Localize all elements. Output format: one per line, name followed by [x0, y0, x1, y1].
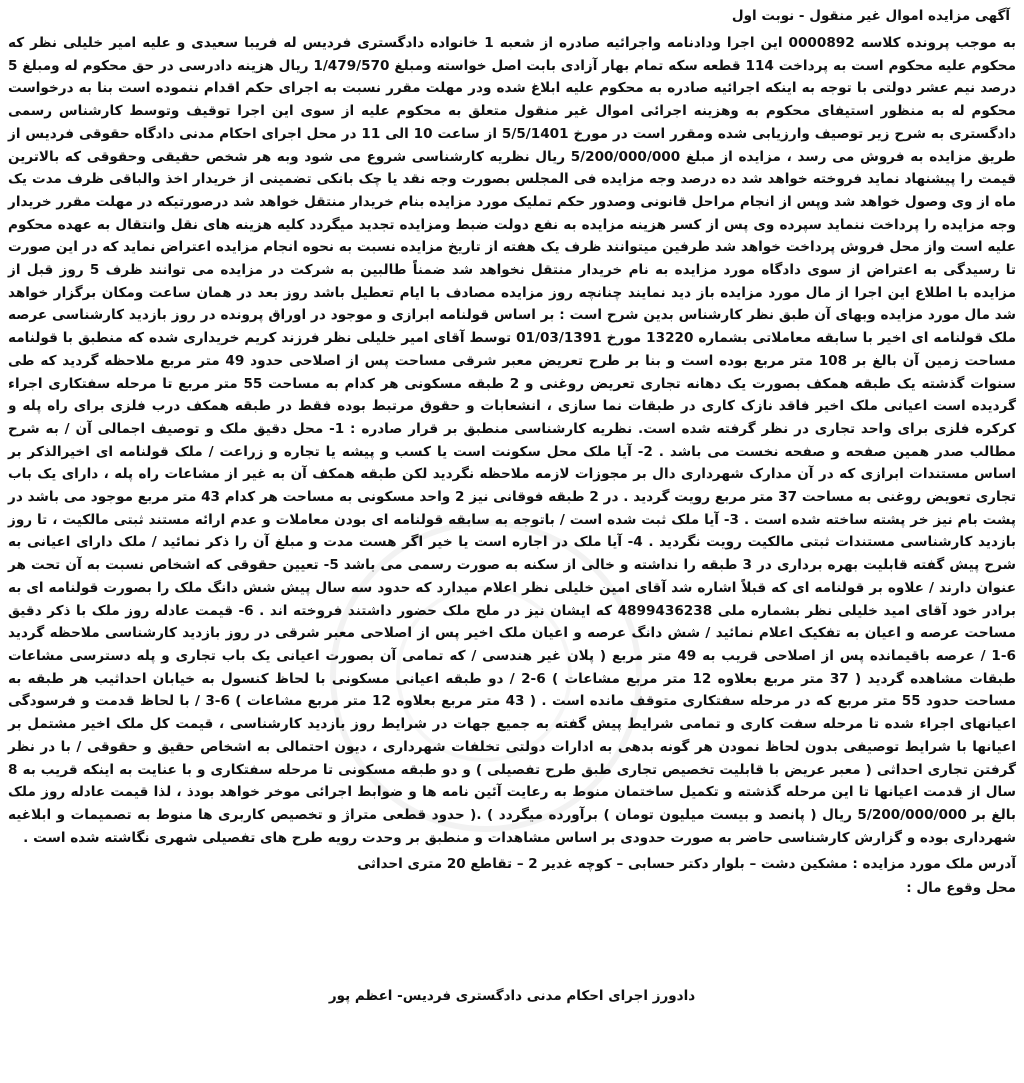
notice-title: آگهی مزایده اموال غیر منقول - نوبت اول — [731, 8, 1010, 24]
property-address: آدرس ملک مورد مزایده : مشکین دشت – بلوار دکتر حسابی – کوچه غدیر 2 – تقاطع 20 متری احداثی — [357, 856, 1016, 873]
notice-body: به موجب پرونده کلاسه 0000892 این اجرا ودادنامه واجرائیه صادره از شعبه 1 خانواده دادگستری فردیس له فریبا سعیدی و علیه امیر خلیلی نظر که محکوم علیه محکوم است به پرداخت 114 قطعه سکه تمام بهار آزادی بابت اصل خواسته ومبلغ 1/479/570 ریال هزینه دادرسی در حق محکوم له ومبلغ 5 درصد نیم عشر دولتی با توجه به اینکه اجرائیه صادره به محکوم علیه ابلاغ شده ودر مهلت مقرر نسبت به اجرای حکم اقدام ننموده است بنا به درخواست محکوم له به منظور استیفای محکوم به وهزینه اجرائی اموال غیر منقول متعلق به محکوم علیه از سوی این اجرا توقیف وتوسط کارشناس رسمی دادگستری به شرح زیر توصیف وارزیابی شده ومقرر است در مورخ 5/5/1401 از ساعت 10 الی 11 در محل اجرای احکام مدنی دادگاه حقوقی فردیس از طریق مزایده به فروش می رسد ، مزایده از مبلغ 5/200/000/000 ریال نظریه کارشناسی شروع می شود وبه هر شخص حقیقی وحقوقی که بالاترین قیمت را پیشنهاد نماید فروخته خواهد شد ده درصد وجه مزایده فی المجلس بصورت وجه نقد یا چک بانکی تضمینی از خریدار اخذ والباقی ظرف مدت یک ماه از وی وصول خواهد شد وپس از انجام مراحل قانونی وصدور حکم تملیک مورد مزایده بنام خریدار منتقل خواهد شد درصورتیکه در مهلت مقرر خریدار وجه مزایده را پرداخت ننماید سپرده وی پس از کسر هزینه مزایده به نفع دولت ضبط ومزایده تجدید میگردد کلیه هزینه های نقل وانتقال به عهده محکوم علیه است واز محل فروش پرداخت خواهد شد طرفین میتوانند ظرف یک هفته از تاریخ مزایده نسبت به نحوه انجام مزایده اعتراض نماید که در این صورت تا رسیدگی به اعتراض از سوی دادگاه مورد مزایده به نام خریدار منتقل نخواهد شد ضمناً طالبین به شرکت در مزایده می توانند ظرف 5 روز قبل از مزایده با اطلاع این اجرا از مال مورد مزایده باز دید نمایند چنانچه روز مزایده مصادف با ایام تعطیل باشد روز بعد در همان ساعت ومکان برگزار خواهد شد مال مورد مزایده وبهای آن طبق نظر کارشناس بدین شرح است : بر اساس قولنامه ابرازی و موجود در اوراق پرونده در روز بازدید کارشناسی عرصه ملک قولنامه ای اخیر با سابقه معاملاتی بشماره 13220 مورخ 01/03/1391 توسط آقای امیر خلیلی نظر فرزند کریم خریداری شده که منطبق با قولنامه مساحت زمین آن بالغ بر 108 متر مربع بوده است و بنا بر طرح تعریض معبر شرقی مساحت پس از اصلاحی حدود 49 متر مربع ملاحظه گردید که طی سنوات گذشته یک طبقه همکف بصورت یک دهانه تجاری تعریض روغنی و 2 طبقه مسکونی هر کدام به مساحت 55 متر مربع تا مرحله سفتکاری اجراء گردیده است اعیانی ملک اخیر فاقد نازک کاری در طبقات نما سازی ، انشعابات و حقوق مرتبط بوده فقط در طبقه همکف درب فلزی برای راه پله و کرکره فلزی برای واحد تجاری در نظر گرفته شده است. نظریه کارشناسی منطبق بر قرار صادره : 1- محل دقیق ملک و توصیف اجمالی آن / به شرح مطالب صدر همین صفحه و صفحه نخست می باشد . 2- آیا ملک محل سکونت است یا کسب و پیشه یا تجاره و زراعت / ملک قولنامه ای اخیرالذکر بر اساس مستندات ابرازی که در آن مدارک شهرداری دال بر مجوزات لازمه ملاحظه نگردید لکن طبقه همکف آن به غیر از مشاعات راه پله ، دارای یک باب تجاری تعویض روغنی به مساحت 37 متر مربع رویت گردید . در 2 طبقه فوقانی نیز 2 واحد مسکونی به مساحت هر کدام 43 متر مربع موجود می باشد در پشت بام نیز خر پشته ساخته شده است . 3- آیا ملک ثبت شده است / باتوجه به سابقه قولنامه ای بودن معاملات و عدم ارائه مستند ثبتی مالکیت ، تا روز بازدید کارشناسی مستندات ثبتی مالکیت رویت نگردید . 4- آیا ملک در اجاره است یا خیر اگر هست مدت و مبلغ آن را ذکر نمائید / ملک دارای اعیانی به شرح پیش گفته قابلیت بهره برداری در 3 طبقه را نداشته و خالی از سکنه به صورت رسمی می باشد 5- تعیین حقوقی که اشخاص نسبت به آن تحت هر عنوان دارند / علاوه بر قولنامه ای که قبلاً اشاره شد آقای امین خلیلی نظر اعلام میدارد که حدود سه سال پیش شش دانگ ملک را بصورت قولنامه ای به برادر خود آقای امید خلیلی نظر بشماره ملی 4899436238 که ایشان نیز در ملح ملک حضور داشتند فروخته اند . 6- قیمت عادله روز ملک با ذکر دقیق مساحت عرصه و اعیان به تفکیک اعلام نمائید / شش دانگ عرصه و اعیان ملک اخیر پس از اصلاحی معبر شرقی در روز بازدید کارشناسی ملاحظه گردید 6-1 / عرصه باقیمانده پس از اصلاحی قریب به 49 متر مربع ( پلان غیر هندسی / که تمامی آن بصورت اعیانی یک باب تجاری و پله دسترسی مشاعات طبقات مشاهده گردید ( 37 متر مربع بعلاوه 12 متر مربع مشاعات ) 6-2 / دو طبقه اعیانی مسکونی با لحاظ کنسول به خیابان احداثیب هر طبقه به مساحت حدود 55 متر مربع که در مرحله سفتکاری متوقف مانده است . ( 43 متر مربع بعلاوه 12 متر مربع مشاعات ) 6-3 / با لحاظ قدمت و فرسودگی اعیانهای اجراء شده تا مرحله سفت کاری و تمامی شرایط پیش گفته به جمیع جهات در شرایط روز بازدید کارشناسی ، قیمت کل ملک اخیر مشتمل بر اعیانها با شرایط توصیفی بدون لحاظ نمودن هر گونه بدهی به ادارات دولتی تخلفات شهرداری ، دیون احتمالی به اشخاص حقیق و حقوقی / با در نظر گرفتن تجاری احداثی ( معبر عریض با قابلیت تخصیص تجاری طبق طرح تفصیلی ) و دو طبقه مسکونی تا مرحله سفتکاری و با عنایت به اینکه قریب به 8 سال از قدمت اعیانها تا این مرحله گذشته و تکمیل ساختمان منوط به رعایت آئین نامه ها و ضوابط اجرائی موخر خواهد بودذ ، لذا قیمت عادله روز ملک بالغ بر 5/200/000/000 ریال ( پانصد و بیست میلیون تومان ) برآورده میگردد ) .( حدود قطعی متراژ و تخصیص کاربری ها منوط به تصمیمات و ابلاغیه شهرداری بوده و گزارش کارشناسی حاضر به صورت حدودی بر اساس مشاهدات و منطبق بر وحدت رویه طرح های تفصیلی شهری نگاشته شده است . — [8, 35, 1017, 846]
officer-signature: دادورز اجرای احکام مدنی دادگستری فردیس- اعظم پور — [328, 988, 696, 1004]
property-location: محل وقوع مال : — [906, 880, 1016, 897]
